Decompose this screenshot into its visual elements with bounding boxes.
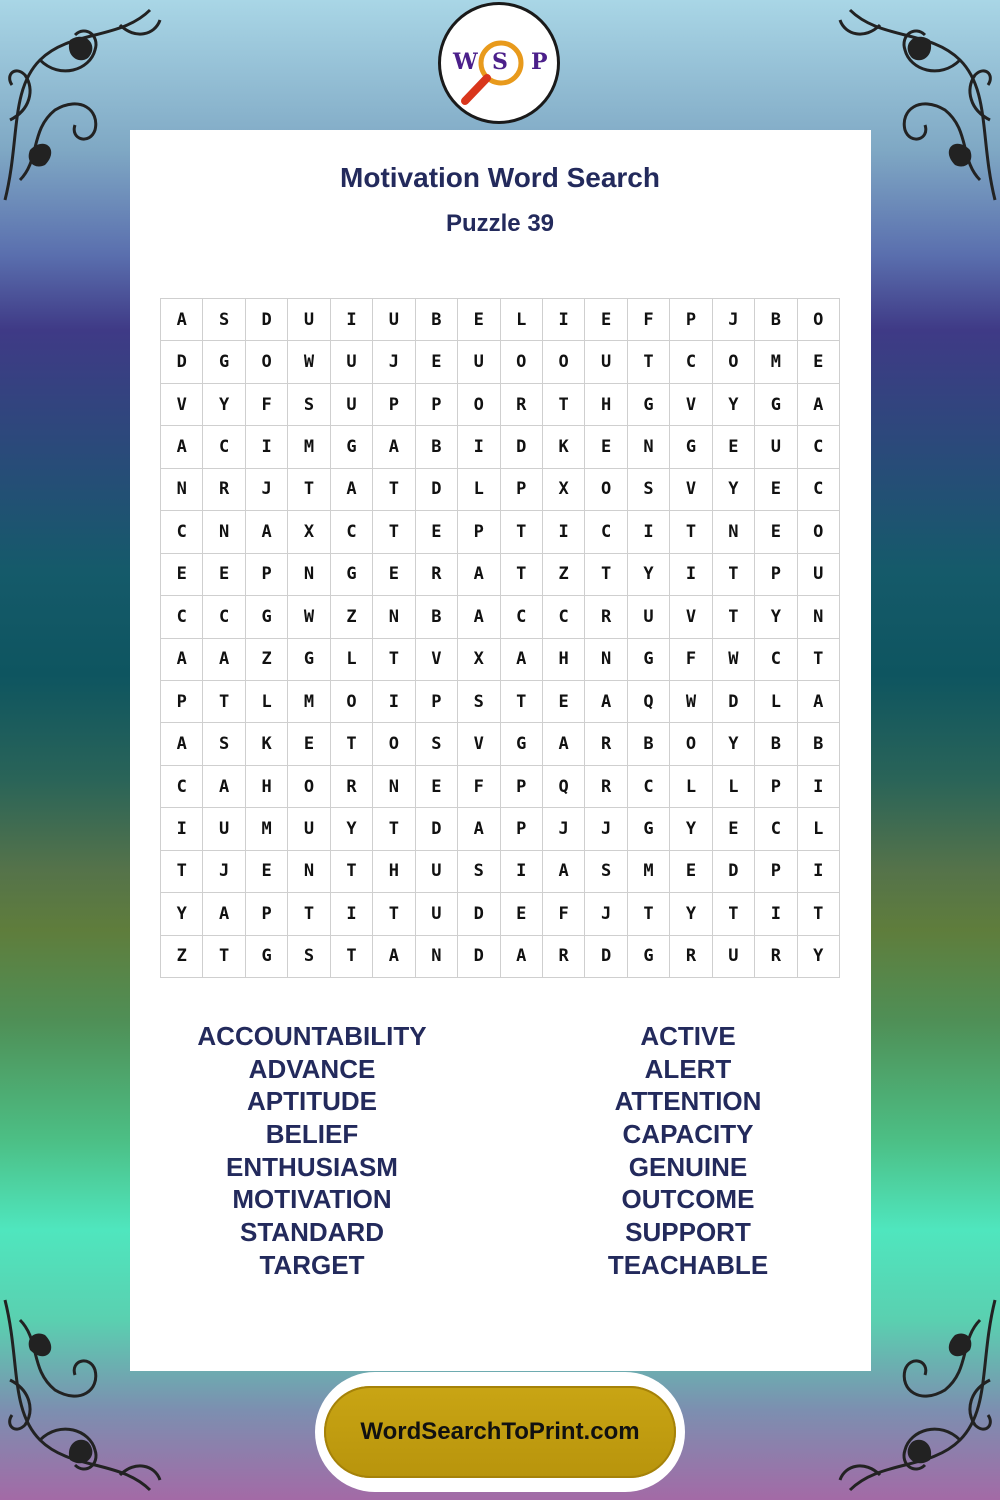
grid-cell[interactable]: U bbox=[331, 341, 373, 383]
grid-cell[interactable]: B bbox=[416, 426, 458, 468]
grid-cell[interactable]: C bbox=[161, 766, 203, 808]
grid-cell[interactable]: G bbox=[628, 384, 670, 426]
word-list-right bbox=[523, 1020, 853, 1282]
grid-cell[interactable]: T bbox=[585, 554, 627, 596]
grid-cell[interactable]: Z bbox=[331, 596, 373, 638]
grid-cell[interactable]: X bbox=[458, 639, 500, 681]
grid-cell[interactable]: C bbox=[161, 511, 203, 553]
grid-cell[interactable]: R bbox=[331, 766, 373, 808]
grid-cell[interactable]: C bbox=[331, 511, 373, 553]
grid-cell[interactable]: V bbox=[670, 384, 712, 426]
grid-cell[interactable]: D bbox=[713, 681, 755, 723]
grid-cell[interactable]: H bbox=[543, 639, 585, 681]
grid-cell[interactable]: R bbox=[416, 554, 458, 596]
grid-cell[interactable]: R bbox=[670, 936, 712, 978]
grid-cell[interactable]: I bbox=[331, 893, 373, 935]
grid-cell[interactable]: B bbox=[628, 723, 670, 765]
word-list-item: STANDARD bbox=[240, 1217, 384, 1248]
grid-cell[interactable]: G bbox=[628, 639, 670, 681]
grid-cell[interactable]: G bbox=[628, 808, 670, 850]
grid-cell[interactable]: P bbox=[755, 766, 797, 808]
grid-cell[interactable]: L bbox=[798, 808, 840, 850]
word-list-item: ADVANCE bbox=[248, 1053, 376, 1084]
word-list-item: GENUINE bbox=[628, 1151, 748, 1182]
grid-cell[interactable]: G bbox=[288, 639, 330, 681]
grid-cell[interactable]: L bbox=[670, 766, 712, 808]
grid-cell[interactable]: H bbox=[246, 766, 288, 808]
grid-cell[interactable]: A bbox=[161, 723, 203, 765]
grid-cell[interactable]: U bbox=[798, 554, 840, 596]
grid-cell[interactable]: P bbox=[755, 554, 797, 596]
grid-cell[interactable]: A bbox=[543, 851, 585, 893]
grid-cell[interactable]: A bbox=[585, 681, 627, 723]
grid-cell[interactable]: W bbox=[670, 681, 712, 723]
grid-cell[interactable]: V bbox=[416, 639, 458, 681]
grid-cell[interactable]: A bbox=[203, 639, 245, 681]
grid-cell[interactable]: M bbox=[628, 851, 670, 893]
grid-cell[interactable]: F bbox=[543, 893, 585, 935]
grid-cell[interactable]: Y bbox=[161, 893, 203, 935]
grid-cell[interactable]: A bbox=[161, 299, 203, 341]
grid-cell[interactable]: E bbox=[373, 554, 415, 596]
grid-cell[interactable]: H bbox=[373, 851, 415, 893]
grid-cell[interactable]: Y bbox=[203, 384, 245, 426]
grid-cell[interactable]: Y bbox=[713, 723, 755, 765]
grid-cell[interactable]: C bbox=[543, 596, 585, 638]
grid-cell[interactable]: J bbox=[373, 341, 415, 383]
grid-cell[interactable]: V bbox=[458, 723, 500, 765]
grid-cell[interactable]: I bbox=[331, 299, 373, 341]
grid-cell[interactable]: U bbox=[713, 936, 755, 978]
grid-cell[interactable]: Y bbox=[713, 384, 755, 426]
grid-cell[interactable]: A bbox=[331, 469, 373, 511]
grid-cell[interactable]: V bbox=[161, 384, 203, 426]
grid-cell[interactable]: E bbox=[458, 299, 500, 341]
grid-cell[interactable]: A bbox=[373, 426, 415, 468]
logo-letter-p: P bbox=[531, 49, 548, 75]
grid-cell[interactable]: U bbox=[288, 808, 330, 850]
grid-cell[interactable]: J bbox=[713, 299, 755, 341]
grid-cell[interactable]: A bbox=[161, 639, 203, 681]
grid-cell[interactable]: F bbox=[628, 299, 670, 341]
grid-cell[interactable]: O bbox=[713, 341, 755, 383]
grid-cell[interactable]: P bbox=[246, 893, 288, 935]
grid-cell[interactable]: E bbox=[585, 299, 627, 341]
grid-cell[interactable]: E bbox=[416, 511, 458, 553]
grid-cell[interactable]: E bbox=[670, 851, 712, 893]
grid-cell[interactable]: M bbox=[288, 681, 330, 723]
grid-cell[interactable]: C bbox=[203, 596, 245, 638]
grid-cell[interactable]: N bbox=[585, 639, 627, 681]
word-list-item: ACTIVE bbox=[640, 1021, 736, 1051]
grid-cell[interactable]: N bbox=[713, 511, 755, 553]
grid-cell[interactable]: T bbox=[373, 808, 415, 850]
grid-cell[interactable]: S bbox=[288, 936, 330, 978]
grid-cell[interactable]: E bbox=[161, 554, 203, 596]
grid-cell[interactable]: C bbox=[798, 426, 840, 468]
grid-cell[interactable]: Y bbox=[670, 808, 712, 850]
grid-cell[interactable]: C bbox=[585, 511, 627, 553]
grid-cell[interactable]: I bbox=[373, 681, 415, 723]
grid-cell[interactable]: J bbox=[543, 808, 585, 850]
grid-cell[interactable]: H bbox=[585, 384, 627, 426]
grid-cell[interactable]: U bbox=[373, 299, 415, 341]
grid-cell[interactable]: G bbox=[331, 554, 373, 596]
grid-cell[interactable]: C bbox=[161, 596, 203, 638]
grid-cell[interactable]: Z bbox=[161, 936, 203, 978]
grid-cell[interactable]: P bbox=[458, 511, 500, 553]
grid-cell[interactable]: N bbox=[288, 554, 330, 596]
word-list-item: ENTHUSIASM bbox=[226, 1151, 398, 1182]
grid-cell[interactable]: C bbox=[755, 639, 797, 681]
grid-cell[interactable]: O bbox=[373, 723, 415, 765]
grid-cell[interactable]: S bbox=[458, 681, 500, 723]
grid-cell[interactable]: R bbox=[543, 936, 585, 978]
grid-cell[interactable]: Y bbox=[331, 808, 373, 850]
grid-cell[interactable]: E bbox=[798, 341, 840, 383]
grid-cell[interactable]: I bbox=[246, 426, 288, 468]
grid-cell[interactable]: R bbox=[585, 723, 627, 765]
grid-cell[interactable]: G bbox=[246, 936, 288, 978]
grid-cell[interactable]: D bbox=[416, 808, 458, 850]
grid-cell[interactable]: U bbox=[331, 384, 373, 426]
grid-cell[interactable]: O bbox=[585, 469, 627, 511]
grid-cell[interactable]: N bbox=[373, 766, 415, 808]
grid-cell[interactable]: Y bbox=[628, 554, 670, 596]
grid-cell[interactable]: P bbox=[501, 469, 543, 511]
grid-cell[interactable]: P bbox=[501, 808, 543, 850]
grid-cell[interactable]: S bbox=[628, 469, 670, 511]
grid-cell[interactable]: T bbox=[203, 936, 245, 978]
grid-cell[interactable]: M bbox=[755, 341, 797, 383]
letter-grid bbox=[160, 298, 840, 978]
grid-cell[interactable]: G bbox=[628, 936, 670, 978]
grid-cell[interactable]: S bbox=[203, 723, 245, 765]
grid-cell[interactable]: N bbox=[161, 469, 203, 511]
grid-cell[interactable]: U bbox=[203, 808, 245, 850]
grid-cell[interactable]: Y bbox=[713, 469, 755, 511]
grid-cell[interactable]: Q bbox=[543, 766, 585, 808]
grid-cell[interactable]: T bbox=[331, 723, 373, 765]
grid-cell[interactable]: L bbox=[501, 299, 543, 341]
grid-cell[interactable]: O bbox=[670, 723, 712, 765]
grid-cell[interactable]: O bbox=[798, 511, 840, 553]
grid-cell[interactable]: T bbox=[373, 511, 415, 553]
grid-cell[interactable]: A bbox=[373, 936, 415, 978]
grid-cell[interactable]: T bbox=[713, 554, 755, 596]
grid-cell[interactable]: G bbox=[331, 426, 373, 468]
grid-cell[interactable]: A bbox=[543, 723, 585, 765]
grid-cell[interactable]: S bbox=[416, 723, 458, 765]
grid-cell[interactable]: D bbox=[458, 893, 500, 935]
grid-cell[interactable]: I bbox=[798, 766, 840, 808]
grid-cell[interactable]: E bbox=[755, 511, 797, 553]
grid-cell[interactable]: O bbox=[331, 681, 373, 723]
grid-cell[interactable]: L bbox=[458, 469, 500, 511]
grid-cell[interactable]: S bbox=[458, 851, 500, 893]
grid-cell[interactable]: R bbox=[755, 936, 797, 978]
grid-cell[interactable]: T bbox=[288, 893, 330, 935]
grid-cell[interactable]: S bbox=[288, 384, 330, 426]
grid-cell[interactable]: U bbox=[585, 341, 627, 383]
grid-cell[interactable]: O bbox=[501, 341, 543, 383]
grid-cell[interactable]: W bbox=[713, 639, 755, 681]
grid-cell[interactable]: J bbox=[585, 893, 627, 935]
grid-cell[interactable]: C bbox=[203, 426, 245, 468]
grid-cell[interactable]: D bbox=[713, 851, 755, 893]
word-list-item: ACCOUNTABILITY bbox=[197, 1021, 427, 1051]
grid-cell[interactable]: G bbox=[203, 341, 245, 383]
logo-letter-s: S bbox=[492, 49, 508, 75]
page-title: Motivation Word Search bbox=[340, 162, 660, 193]
grid-cell[interactable]: O bbox=[288, 766, 330, 808]
grid-cell[interactable]: R bbox=[501, 384, 543, 426]
grid-cell[interactable]: T bbox=[203, 681, 245, 723]
grid-cell[interactable]: E bbox=[288, 723, 330, 765]
grid-cell[interactable]: L bbox=[331, 639, 373, 681]
grid-cell[interactable]: I bbox=[798, 851, 840, 893]
grid-cell[interactable]: Y bbox=[798, 936, 840, 978]
grid-cell[interactable]: B bbox=[416, 299, 458, 341]
word-list-item: SUPPORT bbox=[625, 1217, 751, 1248]
word-list-item: CAPACITY bbox=[622, 1119, 754, 1150]
grid-cell[interactable]: E bbox=[246, 851, 288, 893]
grid-cell[interactable]: Y bbox=[755, 596, 797, 638]
grid-cell[interactable]: I bbox=[501, 851, 543, 893]
grid-cell[interactable]: C bbox=[628, 766, 670, 808]
grid-cell[interactable]: U bbox=[458, 341, 500, 383]
grid-cell[interactable]: G bbox=[501, 723, 543, 765]
grid-cell[interactable]: F bbox=[246, 384, 288, 426]
grid-cell[interactable]: U bbox=[628, 596, 670, 638]
grid-cell[interactable]: C bbox=[501, 596, 543, 638]
grid-cell[interactable]: B bbox=[755, 723, 797, 765]
grid-cell[interactable]: P bbox=[501, 766, 543, 808]
grid-cell[interactable]: V bbox=[670, 596, 712, 638]
grid-cell[interactable]: E bbox=[501, 893, 543, 935]
word-list-left bbox=[147, 1020, 477, 1282]
grid-cell[interactable]: P bbox=[373, 384, 415, 426]
grid-cell[interactable]: R bbox=[585, 766, 627, 808]
grid-cell[interactable]: G bbox=[755, 384, 797, 426]
grid-cell[interactable]: A bbox=[458, 808, 500, 850]
grid-cell[interactable]: W bbox=[288, 596, 330, 638]
grid-cell[interactable]: O bbox=[798, 299, 840, 341]
grid-cell[interactable]: E bbox=[203, 554, 245, 596]
grid-cell[interactable]: U bbox=[288, 299, 330, 341]
grid-cell[interactable]: U bbox=[416, 893, 458, 935]
grid-cell[interactable]: P bbox=[755, 851, 797, 893]
grid-cell[interactable]: A bbox=[161, 426, 203, 468]
grid-cell[interactable]: N bbox=[288, 851, 330, 893]
grid-cell[interactable]: Z bbox=[246, 639, 288, 681]
grid-cell[interactable]: A bbox=[458, 554, 500, 596]
grid-cell[interactable]: T bbox=[798, 639, 840, 681]
grid-cell[interactable]: T bbox=[373, 639, 415, 681]
grid-cell[interactable]: D bbox=[246, 299, 288, 341]
grid-cell[interactable]: D bbox=[161, 341, 203, 383]
word-list-item: ALERT bbox=[644, 1053, 732, 1084]
grid-cell[interactable]: O bbox=[543, 341, 585, 383]
grid-cell[interactable]: I bbox=[543, 299, 585, 341]
grid-cell[interactable]: N bbox=[373, 596, 415, 638]
word-list-item: TEACHABLE bbox=[607, 1249, 769, 1280]
grid-cell[interactable]: C bbox=[670, 341, 712, 383]
grid-cell[interactable]: F bbox=[670, 639, 712, 681]
grid-cell[interactable]: T bbox=[331, 851, 373, 893]
grid-cell[interactable]: T bbox=[628, 341, 670, 383]
grid-cell[interactable]: J bbox=[203, 851, 245, 893]
grid-cell[interactable]: L bbox=[246, 681, 288, 723]
grid-cell[interactable]: N bbox=[628, 426, 670, 468]
grid-cell[interactable]: X bbox=[288, 511, 330, 553]
grid-cell[interactable]: R bbox=[203, 469, 245, 511]
grid-cell[interactable]: E bbox=[416, 766, 458, 808]
grid-cell[interactable]: P bbox=[416, 384, 458, 426]
word-list-item: TARGET bbox=[259, 1249, 365, 1280]
grid-cell[interactable]: A bbox=[203, 893, 245, 935]
grid-cell[interactable]: R bbox=[585, 596, 627, 638]
grid-cell[interactable]: A bbox=[501, 936, 543, 978]
grid-cell[interactable]: E bbox=[713, 808, 755, 850]
grid-cell[interactable]: A bbox=[798, 681, 840, 723]
grid-cell[interactable]: S bbox=[585, 851, 627, 893]
grid-cell[interactable]: I bbox=[755, 893, 797, 935]
grid-cell[interactable]: A bbox=[798, 384, 840, 426]
grid-cell[interactable]: P bbox=[416, 681, 458, 723]
grid-cell[interactable]: T bbox=[798, 893, 840, 935]
grid-cell[interactable]: N bbox=[203, 511, 245, 553]
grid-cell[interactable]: G bbox=[246, 596, 288, 638]
grid-cell[interactable]: M bbox=[246, 808, 288, 850]
grid-cell[interactable]: I bbox=[670, 554, 712, 596]
grid-cell[interactable]: A bbox=[501, 639, 543, 681]
grid-cell[interactable]: L bbox=[755, 681, 797, 723]
grid-cell[interactable]: T bbox=[161, 851, 203, 893]
grid-cell[interactable]: I bbox=[161, 808, 203, 850]
grid-cell[interactable]: E bbox=[755, 469, 797, 511]
grid-cell[interactable]: G bbox=[670, 426, 712, 468]
grid-cell[interactable]: P bbox=[246, 554, 288, 596]
grid-cell[interactable]: S bbox=[203, 299, 245, 341]
website-button[interactable] bbox=[324, 1386, 676, 1478]
grid-cell[interactable]: K bbox=[246, 723, 288, 765]
grid-cell[interactable]: C bbox=[798, 469, 840, 511]
grid-cell[interactable]: W bbox=[288, 341, 330, 383]
grid-cell[interactable]: T bbox=[670, 511, 712, 553]
grid-cell[interactable]: E bbox=[416, 341, 458, 383]
grid-cell[interactable]: P bbox=[670, 299, 712, 341]
grid-cell[interactable]: A bbox=[203, 766, 245, 808]
grid-cell[interactable]: Y bbox=[670, 893, 712, 935]
grid-cell[interactable]: T bbox=[331, 936, 373, 978]
grid-cell[interactable]: D bbox=[585, 936, 627, 978]
grid-cell[interactable]: T bbox=[713, 893, 755, 935]
grid-cell[interactable]: D bbox=[501, 426, 543, 468]
grid-cell[interactable]: V bbox=[670, 469, 712, 511]
grid-cell[interactable]: J bbox=[246, 469, 288, 511]
puzzle-number: Puzzle 39 bbox=[445, 210, 555, 237]
grid-cell[interactable]: T bbox=[501, 554, 543, 596]
grid-cell[interactable]: K bbox=[543, 426, 585, 468]
grid-cell[interactable]: J bbox=[585, 808, 627, 850]
grid-cell[interactable]: B bbox=[798, 723, 840, 765]
word-list-item: BELIEF bbox=[265, 1119, 359, 1150]
grid-cell[interactable]: E bbox=[543, 681, 585, 723]
word-list-item: APTITUDE bbox=[247, 1086, 377, 1117]
grid-cell[interactable]: I bbox=[543, 511, 585, 553]
grid-cell[interactable]: T bbox=[543, 384, 585, 426]
grid-cell[interactable]: D bbox=[416, 469, 458, 511]
logo-letter-w: W bbox=[453, 49, 478, 75]
wsp-logo[interactable] bbox=[438, 2, 560, 124]
grid-cell[interactable]: N bbox=[798, 596, 840, 638]
grid-cell[interactable]: E bbox=[713, 426, 755, 468]
grid-cell[interactable]: U bbox=[416, 851, 458, 893]
grid-cell[interactable]: N bbox=[416, 936, 458, 978]
word-list-item: ATTENTION bbox=[614, 1086, 762, 1117]
grid-cell[interactable]: L bbox=[713, 766, 755, 808]
grid-cell[interactable]: M bbox=[288, 426, 330, 468]
grid-cell[interactable]: B bbox=[416, 596, 458, 638]
grid-cell[interactable]: I bbox=[628, 511, 670, 553]
grid-cell[interactable]: B bbox=[755, 299, 797, 341]
grid-cell[interactable]: A bbox=[246, 511, 288, 553]
word-list-item: MOTIVATION bbox=[232, 1184, 392, 1215]
grid-cell[interactable]: X bbox=[543, 469, 585, 511]
grid-cell[interactable]: T bbox=[713, 596, 755, 638]
grid-cell[interactable]: A bbox=[458, 596, 500, 638]
grid-cell[interactable]: T bbox=[373, 469, 415, 511]
grid-cell[interactable]: U bbox=[755, 426, 797, 468]
grid-cell[interactable]: T bbox=[501, 511, 543, 553]
grid-cell[interactable]: P bbox=[161, 681, 203, 723]
grid-cell[interactable]: T bbox=[373, 893, 415, 935]
grid-cell[interactable]: T bbox=[288, 469, 330, 511]
grid-cell[interactable]: F bbox=[458, 766, 500, 808]
grid-cell[interactable]: D bbox=[458, 936, 500, 978]
word-list-item: OUTCOME bbox=[621, 1184, 755, 1215]
grid-cell[interactable]: E bbox=[585, 426, 627, 468]
grid-cell[interactable]: O bbox=[246, 341, 288, 383]
grid-cell[interactable]: O bbox=[458, 384, 500, 426]
grid-cell[interactable]: T bbox=[501, 681, 543, 723]
grid-cell[interactable]: Z bbox=[543, 554, 585, 596]
grid-cell[interactable]: C bbox=[755, 808, 797, 850]
grid-cell[interactable]: Q bbox=[628, 681, 670, 723]
website-link[interactable]: WordSearchToPrint.com bbox=[360, 1418, 640, 1445]
grid-cell[interactable]: I bbox=[458, 426, 500, 468]
grid-cell[interactable]: T bbox=[628, 893, 670, 935]
